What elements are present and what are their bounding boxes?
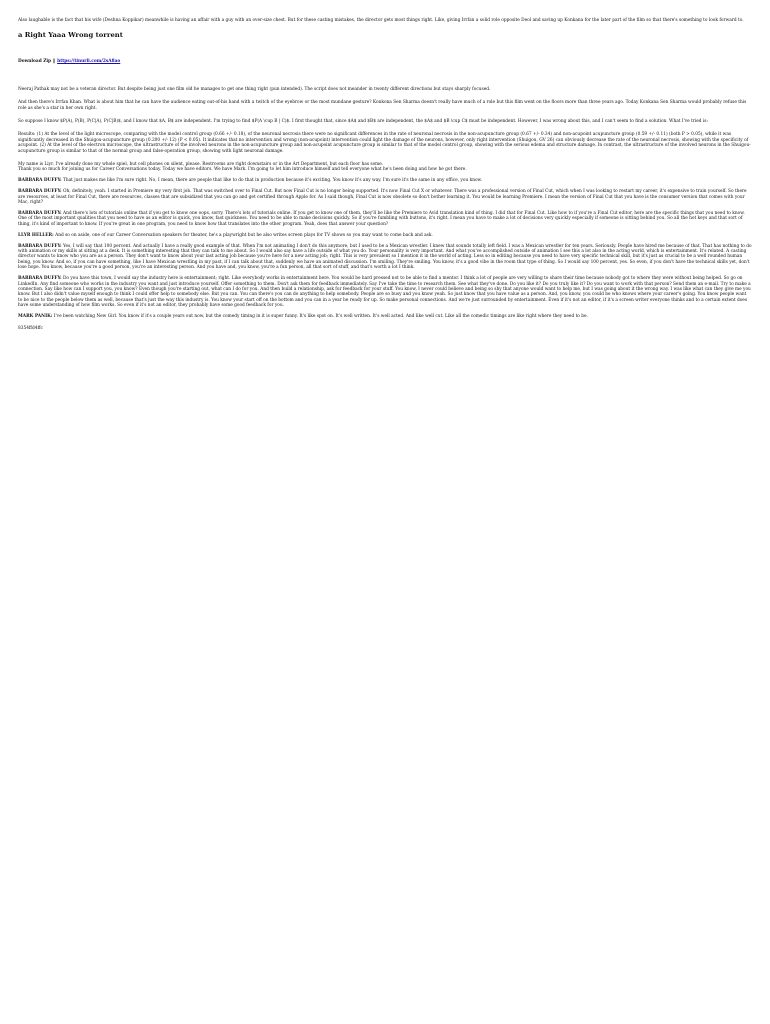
download-line [18, 59, 752, 64]
dialogue-text: Do you have this town, I would say the industry here is entertainment; right. Like everybody works in entertainment here. You would be hard pressed not to be able to find a mentor. I think a lot of people are very willing to share their time because nobody got to where they were without being helped. So go on LinkedIn. Any find someone who works in the industry you want and just introduce yourself. Offer something to them. Don't ask them for feedback immediately. Say I've take the time to research them. See what they've done. Do you like it? Do you truly like it? Do you want to work with that person? Send them an e-mail. Try to make a connection. Say like how can I support you, you know? Even though you're starting out, what can I do for you. And then build a relationship, ask for feedback for your stuff. You know, I never could believe and being so shy that anyone would want to help me, but I was going about it the wrong way. I was like what can they give me you know. But I also didn't value myself enough to think I could offer help to somebody else. But you can. You can there's you can do anything to help somebody. People are so busy and you know yeah. So just know that you have value as a person. And, you know, you could be who knows where your career's going. You know people want to be nice to the people below them as well, because that's just the way this industry is. You know your start off on the bottom and you can in a year be ready for up. So make personal connections. And we're just surrounded by entertainment. Even if it's not an editor, if it's a screen writer everyone thinks and to a certain extent does have some understanding of how film works. So even if it's not an editor, they probably have some good feedback for you. [18, 276, 751, 309]
dialogue-entry [18, 233, 752, 238]
paragraph-probability: So suppose I know $P(A), P(B), P(C|A), P(C|B)$, and I know that $A, B$ are independent. I'm trying to find $P(A \cup B | C)$. I first thought that, since $A$ and $B$ are independent, the $A$ and $B \cup C$ must be independent. However, I was wrong about this, and I can't seem to find a solution. What I've tried is: [18, 119, 708, 125]
dialogue-entry [18, 244, 752, 271]
dialogue-text: And there's lots of tutorials online that if you get to know one oops, sorry. There's lots of tutorials online. If you get to know one of them, they'll be like the Premiere to Avid translation kind of thing. I did that for Final Cut. Like how to if you're a Final Cut editor, here are the specific things that you need to know. One of the most important qualities that you need to have as an editor is quick, you know, fast quickness. You need to be able to make decisions quickly. So if you're fumbling with buttons, it's right. I mean you have to make a lot of decisions very quickly especially if someone is sitting behind you. So all the hot keys and that sort of thing, it's kind of important to know. If you're great in one program, you need to know how that translates into the other program. Yeah, does that answer your question? [18, 211, 745, 227]
dialogue-entry [18, 314, 752, 319]
paragraph-results: Results: (1) At the level of the light microscope, comparing with the model control group (0.66 +/- 0.18), of the neuronal necrosis there were no significant differences in the rate of neuronal necrosis in the non-acupuncture group (0.67 +/- 0.34) and non-acupoint acupuncture group (0.59 +/- 0.11) (both P > 0.05), while it was significantly decreased in the Shuigou-acupuncture group (0.200 +/- 12) (P < 0.05). It indicates that no intervention and wrong (non-acupoint) intervention could light the damage of the neurons, however, only right intervention (Shuigou, GV 26) can obviously decrease the rate of the neuronal necrosis, showing with the specificity of acupoint. (2) At the level of the electron microscope, the ultrastructure of the involved neurons in the non-acupuncture group and non-acupoint acupuncture group is similar to that of the model control group, showing with the serious edema and structure damage. In contrast, the ultrastructure of the involved neurons in the Shuigou-acupuncture group is similar to that of the normal group and false-operation group, showing with light neuronal damage. [18, 132, 751, 154]
intro-paragraph: Also laughable is the fact that his wife (Deshna Koppikar) meanwhile is having an affair with a guy with an over-size chest. But for these casting mistakes, the director gets most things right. Like, giving Irrfan a solid role opposite Deol and saving up Konkana for the later part of the film so that there's something to look forward to. [18, 18, 744, 23]
dialogue-entry [18, 276, 752, 308]
paragraph-review-2: And then there's Irrfan Khan. What is about him that he can have the audience eating out-of-his hand with a twitch of the eyebrow or the most mundane gesture? Konkona Sen Sharma doesn't really have much of a role but this film went on the floors more than three years ago. Today Konkana Sen Sharma would probably refuse this role as she's a star in her own right. [18, 100, 747, 111]
speaker-name: MARK PANIK: [18, 314, 53, 320]
download-link[interactable]: https://tinurli.com/2sA8ao [57, 59, 121, 65]
speaker-name: BARBARA DUFFY: [18, 211, 62, 216]
dialogue-text: I've been watching New Girl. You know if it's a couple years out now, but the comedy timing in it is super funny. It's like spot on. It's well written. It's well acted. And like well cut. Like all the comedic timings are like right where they need to be. [53, 314, 588, 320]
speaker-name: BARBARA DUFFY: [18, 178, 62, 184]
dialogue-text: Yes, I will say that 100 percent. And actually I have a really good example of that. When I'm not animating I don't do this anymore, but I used to be a Mexican wrestler. I knew that sounds totally left field. I was a Mexican wrestler for ten years. Seriously. People have hired me because of that. That has nothing to do with animation or my skills at sitting at a desk. It is something interesting that they can talk to me about. So I would also say have a life outside of what you do. Your personality is very important. And what you've accomplished outside of animation I see this a lot also in the acting world, which is entertainment. It's related. A casting director wants to know who you are as a person. They don't want to know about your last acting job because you're here for a new acting job; right. This is very prevalent so I mention it in the world of acting. Less so in editing because you need to have very specific technical skill, but it's just as crucial to be a well rounded human being, you know. And so, if you can have something, like I have Mexican wrestling in my past, if I can talk about that, suddenly we have an animated discussion. I'm smiling. They're smiling. You know, it's a good vibe in the room that type of thing. So I would say 100 percent, yes. So even, if you don't have the technical skills yet, don't lose hope. You know, because you're a good person, you're an interesting person. And you have and, you know, you're a fun person, all that sort of stuff, and that's worth a lot I think. [18, 243, 752, 271]
transcript-intro-line: My name is Liyr. I've already done my whole spiel, but cell phones on silent, please. Restrooms are right downstairs or in the Art Department, but each floor has some. [18, 162, 384, 168]
dialogue-entry [18, 211, 752, 227]
speaker-name: BARBARA DUFFY: [18, 243, 62, 249]
dialogue-text: Oh, definitely, yeah. I started in Premiere my very first job. That was switched over to Final Cut. But now Final Cut is no longer being supported. It's now Final Cut X or whatever. There was a professional version of Final Cut, which when I was looking to restart my career, it's expensive to train yourself. So there are resources, at least for Final Cut, there are resources, classes that are subsidized that you can go and get certified through Apple for. As I said though, Final Cut is now obsolete so don't bother learning it. You would be learning Premiere. I mean the version of Final Cut that you have is the consumer version that comes with your Mac, right? [18, 189, 747, 206]
page-title: a Right Yaaa Wrong torrent [18, 31, 123, 40]
transcript-intro-line: Thank you so much for joining us for Career Conversations today. Today we have editors. We have Mark. I'm going to let him introduce himself and tell everyone what he's been doing and how he got there. [18, 167, 467, 173]
speaker-name: BARBARA DUFFY: [18, 189, 62, 195]
dialogue-text: And so on aside, one of our Career Conversation speakers for theater, he's a playwright but he also writes screen plays for TV shows so you may want to come back and ask. [55, 232, 433, 238]
dialogue-entry [18, 178, 752, 183]
transcript-intro [18, 162, 752, 173]
speaker-name: LLYR HELLER: [18, 232, 54, 238]
paragraph-review-1: Neeraj Pathak may not be a veteran director. But despite being just one film old he manages to get one thing right (pun intended). The script does not meander in twenty different directions but stays sharply focused. [18, 86, 491, 92]
footer-code: 8354ffd4ffc [18, 325, 43, 331]
dialogue-entry [18, 189, 752, 205]
speaker-name: BARBARA DUFFY: [18, 276, 62, 282]
dialogue-text: That just makes me like I'm sure right. No, I mean, there are people that like to do that in production because it's exciting. You know it's any way. I'm sure it's the same in any office, you know. [62, 178, 483, 184]
download-separator: || [52, 59, 56, 65]
download-label: Download Zip [18, 59, 51, 65]
